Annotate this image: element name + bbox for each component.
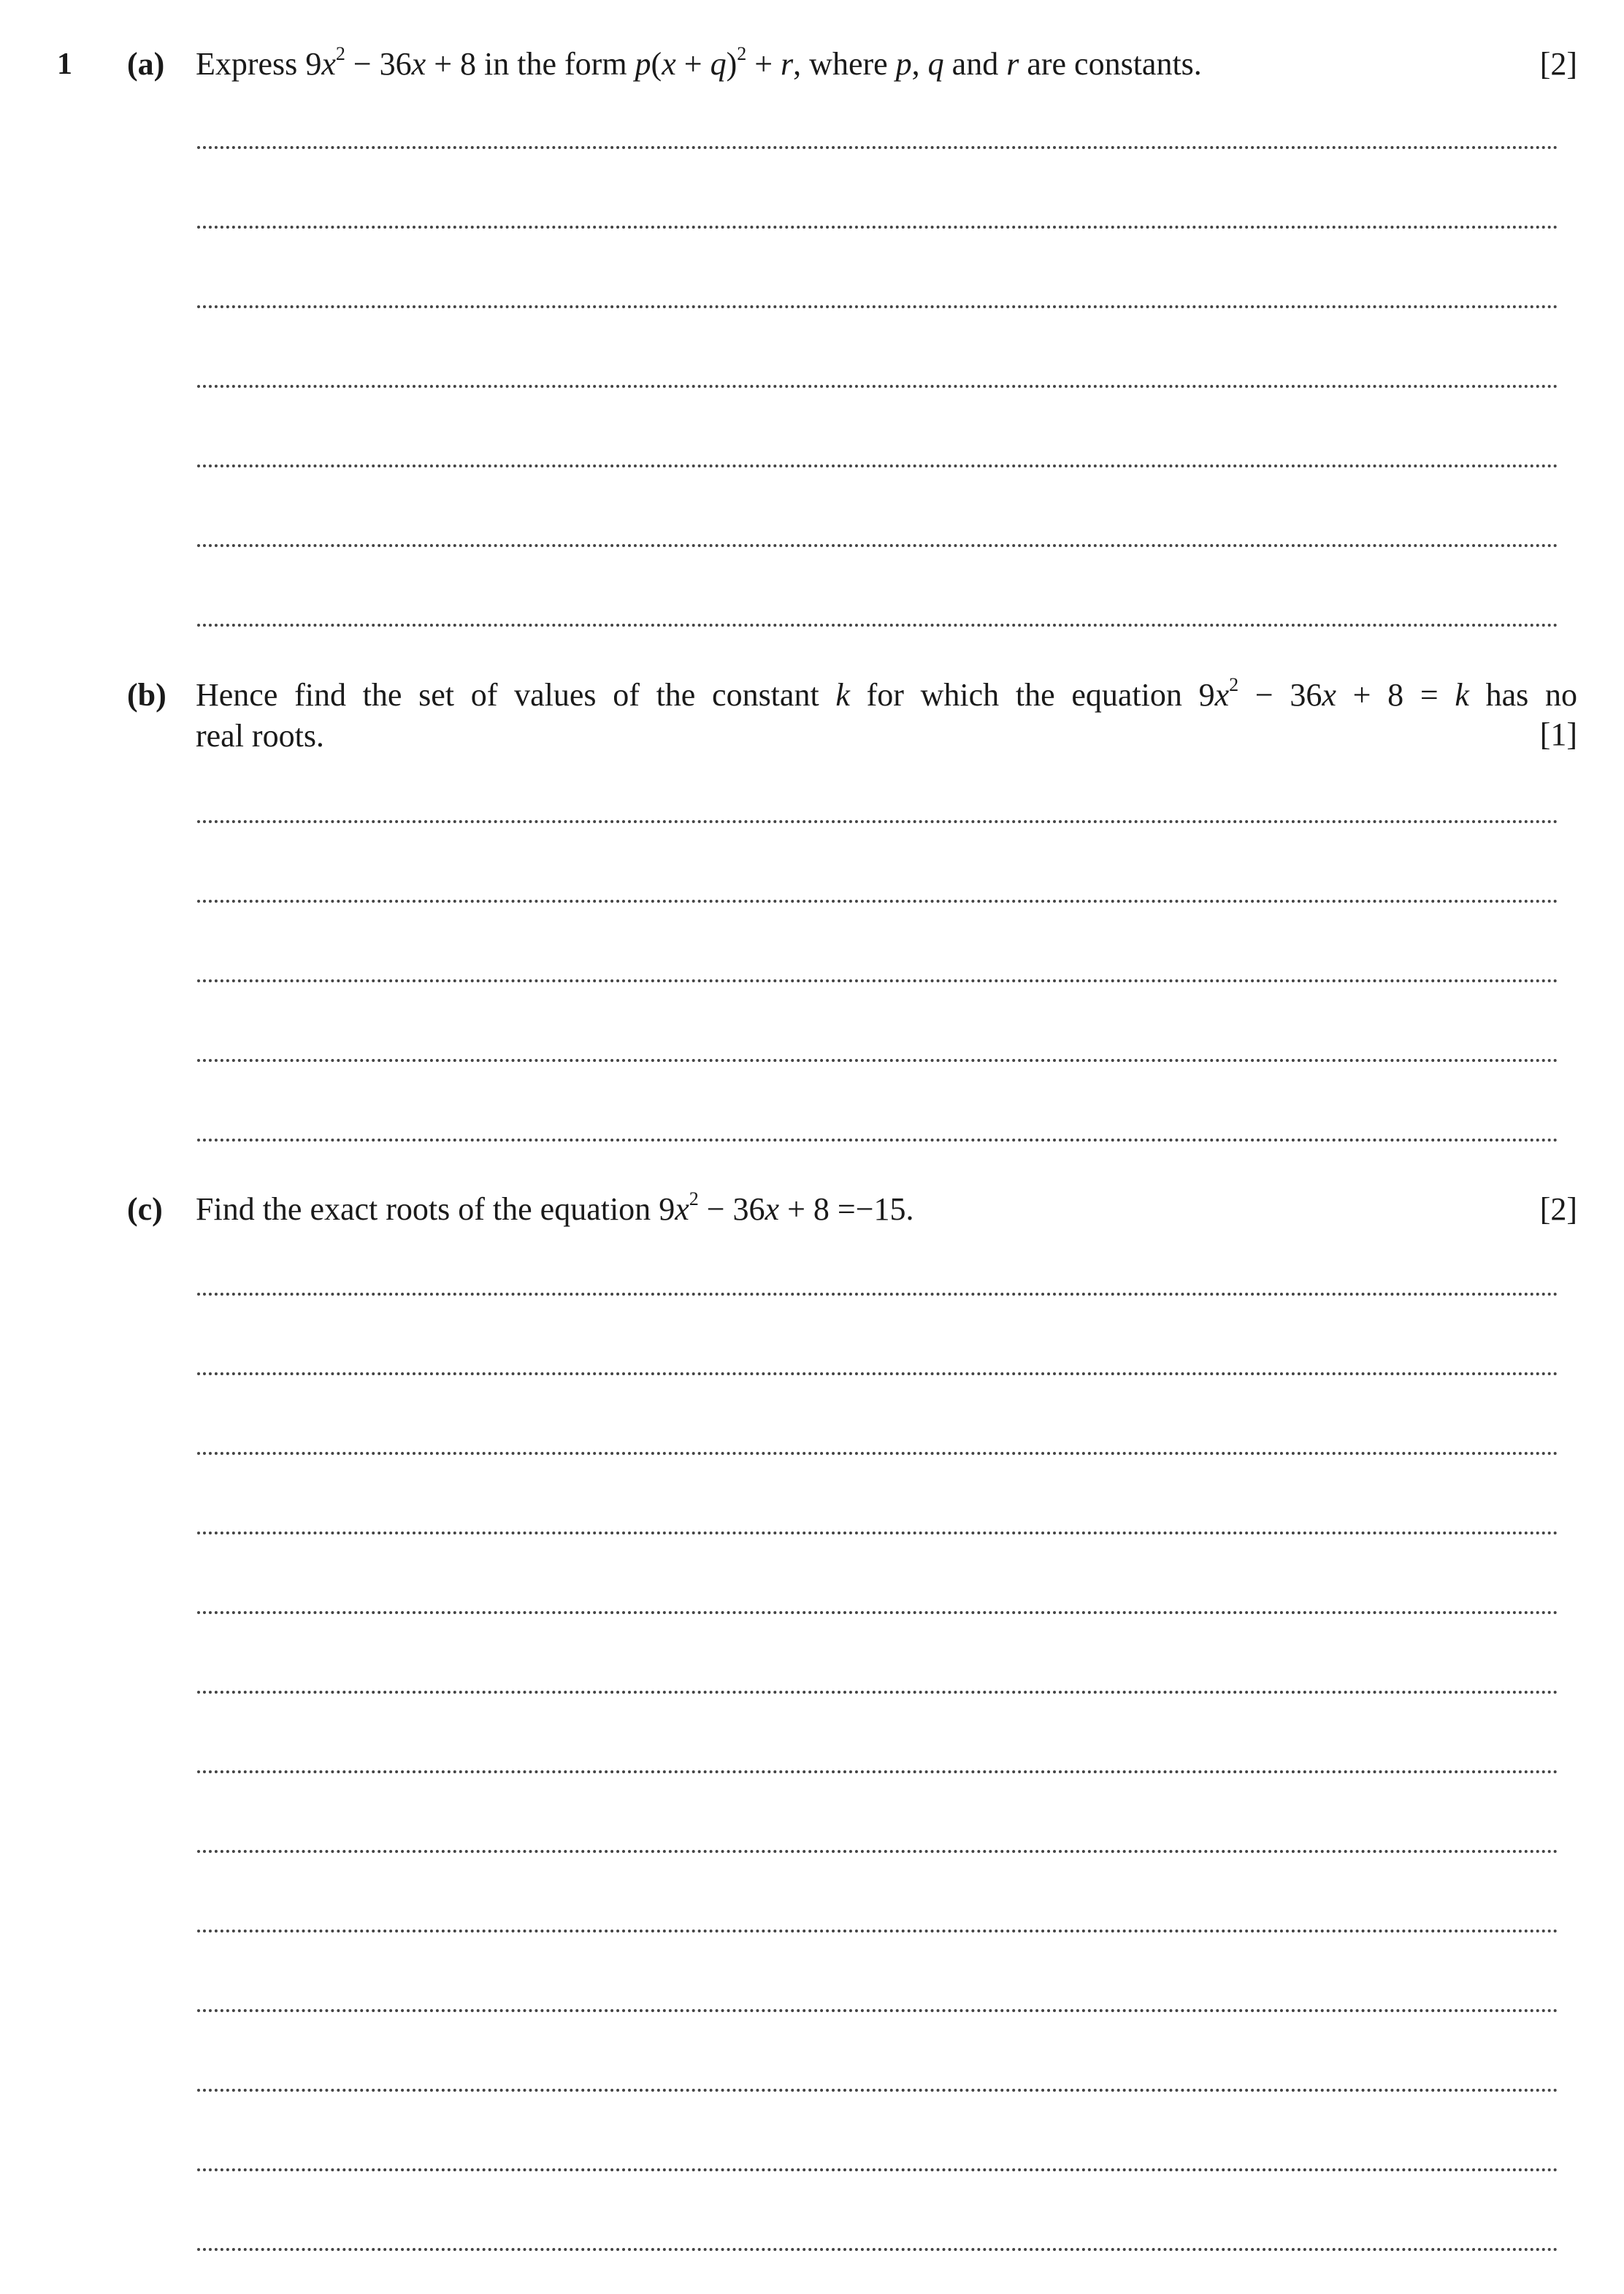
part-b-line-2: real roots.: [196, 718, 324, 754]
part-c-label: (c): [127, 1191, 163, 1227]
answer-line[interactable]: [197, 305, 1558, 308]
part-c-equation: $9x^2 - 36x + 8 =-15$.: [659, 1188, 914, 1227]
answer-line[interactable]: [197, 2168, 1558, 2171]
part-c-question: Find the exact roots of the equation $9x^2 - 36x + 8 =-15$.: [196, 1188, 914, 1227]
answer-line[interactable]: [197, 2089, 1558, 2092]
answer-line[interactable]: [197, 226, 1558, 229]
answer-line[interactable]: [197, 544, 1558, 547]
part-a-form: $p(x + q)^2 + r$: [635, 43, 794, 82]
part-b-equation: $9x^2 - 36x + 8 = k$: [1198, 674, 1469, 713]
answer-line[interactable]: [197, 2248, 1558, 2251]
part-a-question: Express $9x^2 - 36x + 8$ in the form $p(x + q)^2 + r$, where p, q and r are constants.: [196, 43, 1202, 82]
part-b-label: (b): [127, 677, 166, 713]
part-c-marks: [2]: [1539, 1191, 1577, 1227]
answer-line[interactable]: [197, 1770, 1558, 1773]
part-b-line-1: Hence find the set of values of the constant k for which the equation $9x^2 - 36x + 8 = k$ has no: [196, 674, 1577, 713]
answer-line[interactable]: [197, 1293, 1558, 1296]
question-number: 1: [57, 47, 72, 81]
answer-line[interactable]: [197, 464, 1558, 467]
answer-line[interactable]: [197, 1372, 1558, 1375]
answer-line[interactable]: [197, 1611, 1558, 1614]
answer-line[interactable]: [197, 1139, 1558, 1142]
answer-line[interactable]: [197, 146, 1558, 149]
answer-line[interactable]: [197, 2009, 1558, 2012]
answer-line[interactable]: [197, 1532, 1558, 1534]
answer-line[interactable]: [197, 1930, 1558, 1932]
answer-line[interactable]: [197, 1059, 1558, 1062]
answer-line[interactable]: [197, 1850, 1558, 1853]
answer-line[interactable]: [197, 624, 1558, 627]
answer-line[interactable]: [197, 900, 1558, 903]
answer-line[interactable]: [197, 385, 1558, 388]
part-a-text-before: Express: [196, 46, 306, 82]
part-a-quadratic: $9x^2 - 36x + 8$: [305, 43, 477, 82]
answer-line[interactable]: [197, 1691, 1558, 1694]
part-a-text-mid: in the form: [476, 46, 635, 82]
part-b-marks: [1]: [1539, 716, 1577, 752]
part-a-label: (a): [127, 46, 165, 82]
answer-line[interactable]: [197, 979, 1558, 982]
answer-line[interactable]: [197, 1452, 1558, 1455]
answer-line[interactable]: [197, 820, 1558, 823]
part-a-marks: [2]: [1539, 46, 1577, 82]
part-b-question: [196, 675, 1577, 757]
